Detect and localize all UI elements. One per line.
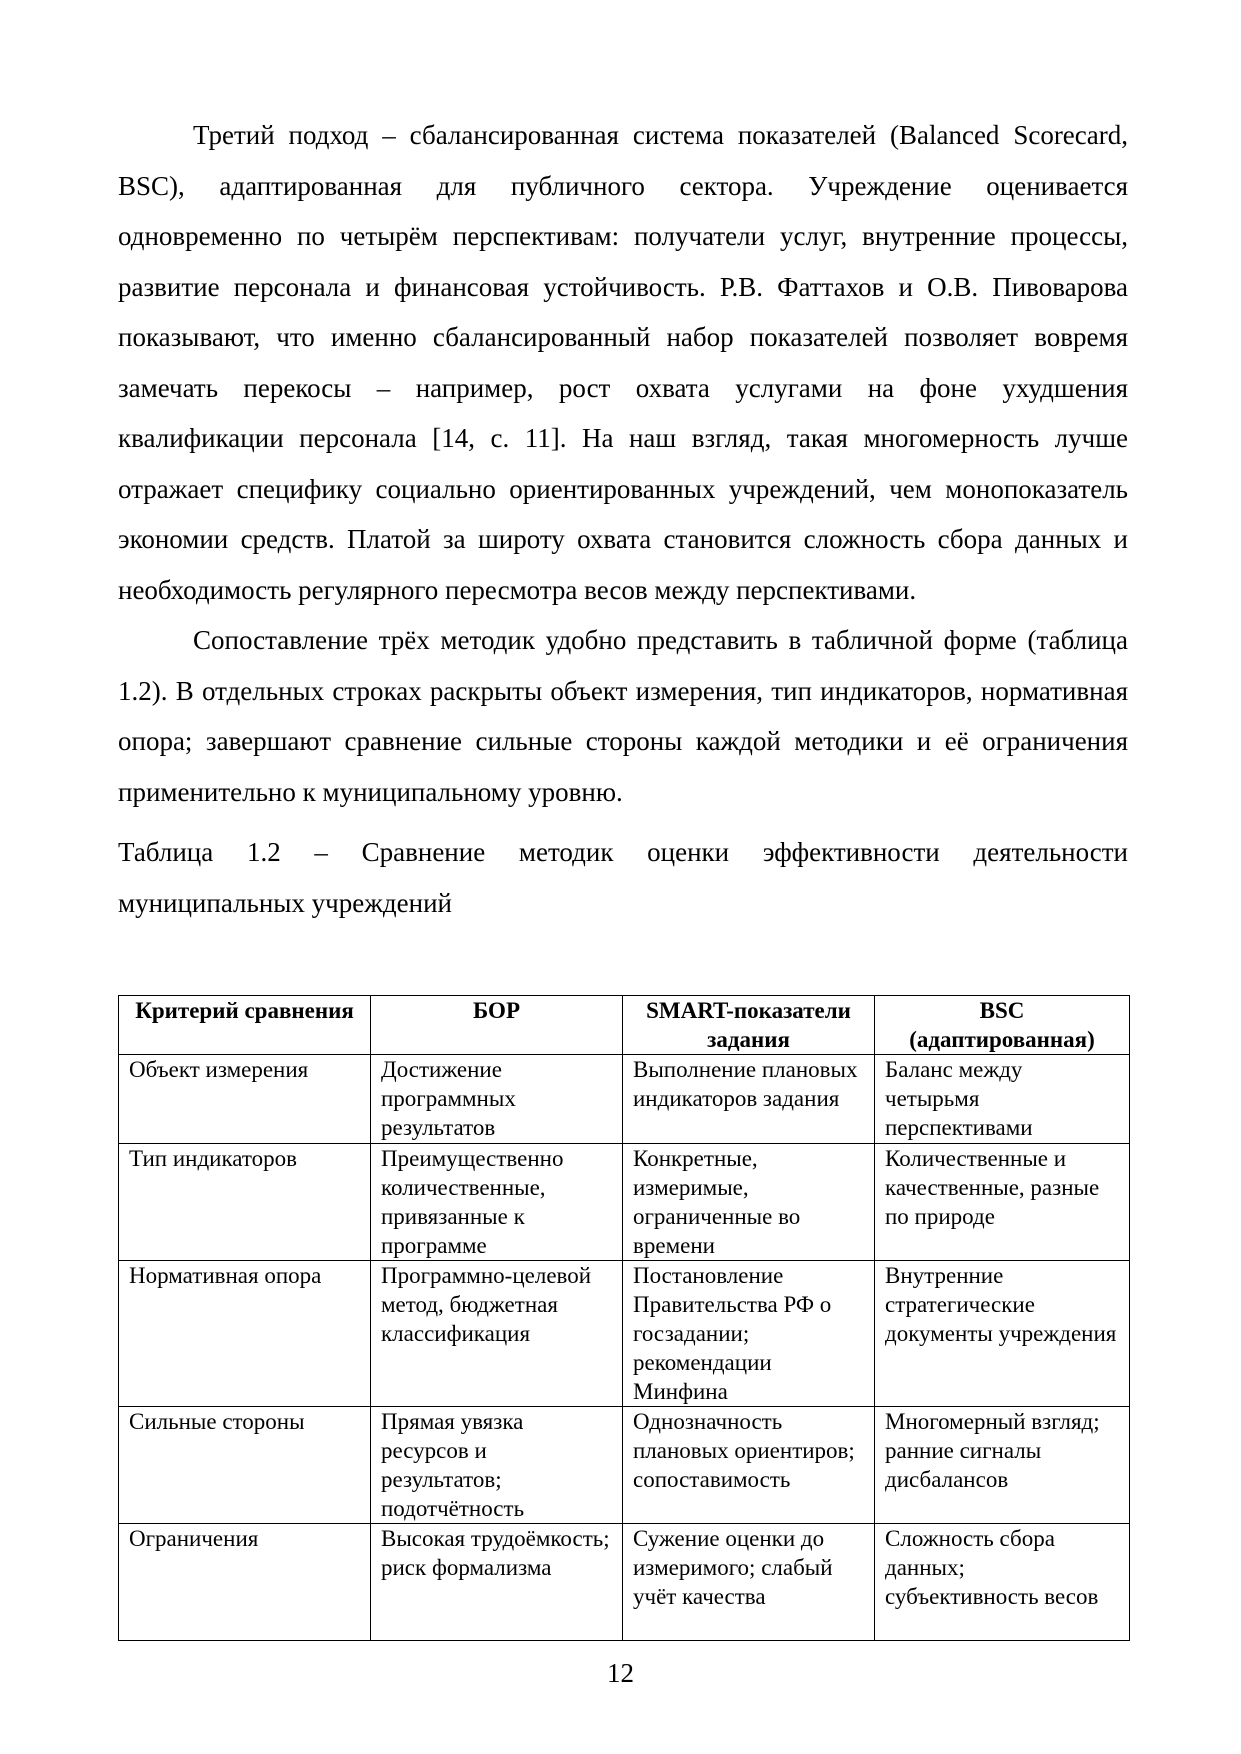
- table-cell: Сужение оценки до измеримого; слабый учёт качества: [623, 1524, 875, 1641]
- table-row: [119, 1407, 1130, 1524]
- table-cell: Внутренние стратегические документы учреждения: [875, 1261, 1130, 1407]
- table-cell: Баланс между четырьмя перспективами: [875, 1055, 1130, 1144]
- table-cell: Тип индикаторов: [119, 1144, 371, 1261]
- table-row: [119, 1055, 1130, 1144]
- table-cell: Выполнение плановых индикаторов задания: [623, 1055, 875, 1144]
- table-header-cell: Критерий сравнения: [119, 996, 371, 1055]
- table-row: [119, 1261, 1130, 1407]
- table-cell: Однозначность плановых ориентиров; сопоставимость: [623, 1407, 875, 1524]
- table-cell: Многомерный взгляд; ранние сигналы дисбалансов: [875, 1407, 1130, 1524]
- table-cell: Программно-целевой метод, бюджетная классификация: [371, 1261, 623, 1407]
- table-row: [119, 1524, 1130, 1641]
- table-cell: Количественные и качественные, разные по природе: [875, 1144, 1130, 1261]
- table-cell: Объект измерения: [119, 1055, 371, 1144]
- comparison-table: [118, 995, 1130, 1641]
- table-header-row: [119, 996, 1130, 1055]
- table-cell: Постановление Правительства РФ о госзадании; рекомендации Минфина: [623, 1261, 875, 1407]
- paragraph-bsc: Третий подход – сбалансированная система показателей (Balanced Scorecard, BSC), адаптированная для публичного сектора. Учреждение оценивается одновременно по четырём перспективам: получатели услуг, внутренние процессы, развитие персонала и финансовая устойчивость. Р.В. Фаттахов и О.В. Пивоварова показывают, что именно сбалансированный набор показателей позволяет вовремя замечать перекосы – например, рост охвата услугами на фоне ухудшения квалификации персонала [14, с. 11]. На наш взгляд, такая многомерность лучше отражает специфику социально ориентированных учреждений, чем монопоказатель экономии средств. Платой за широту охвата становится сложность сбора данных и необходимость регулярного пересмотра весов между перспективами.: [118, 120, 1128, 605]
- table-cell: Прямая увязка ресурсов и результатов; подотчётность: [371, 1407, 623, 1524]
- table-header-cell: БОР: [371, 996, 623, 1055]
- table-cell: Достижение программных результатов: [371, 1055, 623, 1144]
- body-text: [118, 110, 1128, 928]
- table-cell: Высокая трудоёмкость; риск формализма: [371, 1524, 623, 1641]
- table-header-cell: BSC (адаптированная): [875, 996, 1130, 1055]
- paragraph-comparison: Сопоставление трёх методик удобно представить в табличной форме (таблица 1.2). В отдельных строках раскрыты объект измерения, тип индикаторов, нормативная опора; завершают сравнение сильные стороны каждой методики и её ограничения применительно к муниципальному уровню.: [118, 625, 1128, 807]
- table-cell: Нормативная опора: [119, 1261, 371, 1407]
- table-caption: Таблица 1.2 – Сравнение методик оценки эффективности деятельности муниципальных учреждений: [118, 837, 1128, 918]
- table-cell: Сложность сбора данных; субъективность весов: [875, 1524, 1130, 1641]
- page-number: 12: [607, 1658, 634, 1688]
- table-cell: Конкретные, измеримые, ограниченные во времени: [623, 1144, 875, 1261]
- table-header-cell: SMART-показатели задания: [623, 996, 875, 1055]
- table-cell: Сильные стороны: [119, 1407, 371, 1524]
- table-cell: Преимущественно количественные, привязанные к программе: [371, 1144, 623, 1261]
- table-cell: Ограничения: [119, 1524, 371, 1641]
- table-row: [119, 1144, 1130, 1261]
